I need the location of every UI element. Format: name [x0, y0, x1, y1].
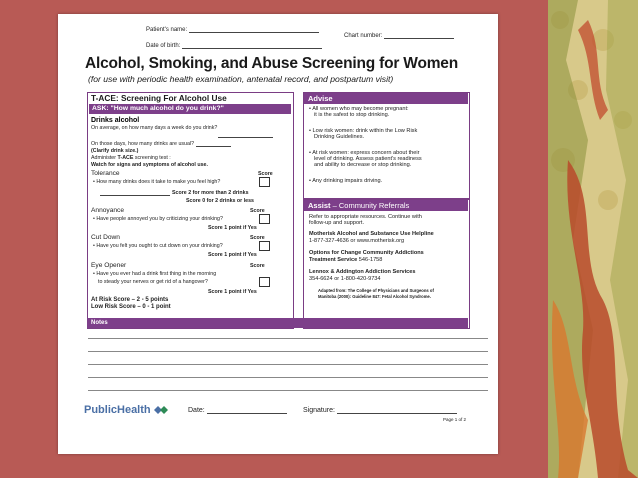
usual-question: On those days, how many drinks are usual?: [91, 141, 195, 147]
adapted-note-1: Adapted from: The College of Physicians and Surgeons of: [318, 288, 434, 293]
notes-line[interactable]: [88, 390, 488, 391]
days-question: On average, on how many days a week do you drink?: [91, 125, 218, 131]
cutdown-rule: Score 1 point if Yes: [208, 252, 257, 258]
administer-line: Administer T-ACE screening test :: [91, 155, 171, 161]
notes-line[interactable]: [88, 338, 488, 339]
watch-note: Watch for signs and symptoms of alcohol use.: [91, 162, 208, 168]
public-health-logo: PublicHealth: [84, 404, 168, 416]
patient-name-field[interactable]: [146, 27, 319, 33]
notes-line[interactable]: [88, 364, 488, 365]
patient-name-label: Patient's name:: [146, 27, 188, 33]
days-answer-line[interactable]: [218, 137, 273, 138]
cutdown-score-label: Score: [250, 235, 265, 241]
notes-band: Notes: [87, 318, 468, 328]
tolerance-answer-line[interactable]: [100, 195, 170, 196]
eye-opener-score-label: Score: [250, 263, 265, 269]
assist-refer-1: Refer to appropriate resources. Continue with: [309, 214, 422, 220]
annoyance-heading: Annoyance: [91, 207, 124, 214]
resource-lennox-contact: 354-6624 or 1-800-420-9734: [309, 276, 381, 282]
advise-item-line: • Any drinking impairs driving.: [309, 177, 383, 184]
resource-options-name-2: Treatment Service 546-1758: [309, 257, 383, 263]
advise-item-line: Drinking Guidelines.: [314, 134, 365, 141]
notes-line[interactable]: [88, 377, 488, 378]
annoyance-score-box[interactable]: [259, 214, 270, 224]
date-label: Date:: [188, 407, 205, 414]
signature-label: Signature:: [303, 407, 335, 414]
assist-title: Assist – Community Referrals: [304, 200, 468, 211]
tace-title: T-ACE: Screening For Alcohol Use: [91, 93, 227, 103]
eye-opener-heading: Eye Opener: [91, 262, 127, 269]
advise-item-line: it is the safest to stop drinking.: [314, 112, 390, 119]
assist-refer-2: follow-up and support.: [309, 220, 365, 226]
at-risk-score: At Risk Score – 2 - 5 points: [91, 297, 169, 303]
dob-label: Date of birth:: [146, 43, 181, 49]
resource-motherisk-contact: 1-877-327-4636 or www.motherisk.org: [309, 238, 405, 244]
page-title: Alcohol, Smoking, and Abuse Screening for Women: [85, 55, 458, 72]
tolerance-rule-2: Score 0 for 2 drinks or less: [186, 198, 255, 204]
tolerance-score-label: Score: [258, 171, 273, 177]
advise-item-line: • Low risk women: drink within the Low Risk: [309, 127, 418, 134]
page-number: Page 1 of 2: [443, 417, 467, 422]
eye-opener-score-box[interactable]: [259, 277, 270, 287]
tolerance-question: • How many drinks does it take to make you feel high?: [93, 179, 221, 185]
tolerance-heading: Tolerance: [91, 170, 120, 177]
tolerance-score-box[interactable]: [259, 177, 270, 187]
advise-item-line: and ability to decrease or stop drinking.: [314, 162, 412, 169]
logo-mark-icon: [154, 406, 168, 414]
page-subtitle: (for use with periodic health examination, antenatal record, and postpartum visit): [88, 74, 394, 84]
resource-options-name-1: Options for Change Community Addictions: [309, 250, 424, 256]
advise-title: Advise: [304, 93, 468, 104]
annoyance-rule: Score 1 point if Yes: [208, 225, 257, 231]
annoyance-score-label: Score: [250, 208, 265, 214]
date-field[interactable]: [188, 407, 287, 414]
advise-item-line: • At risk women: express concern about their: [309, 149, 420, 156]
eye-opener-question-1: • Have you ever had a drink first thing in the morning: [93, 271, 217, 277]
chart-number-label: Chart number:: [344, 33, 383, 39]
cutdown-heading: Cut Down: [91, 234, 120, 241]
usual-drinks-field[interactable]: [91, 141, 231, 147]
cutdown-question: • Have you felt you ought to cut down on your drinking?: [93, 243, 223, 249]
eye-opener-rule: Score 1 point if Yes: [208, 289, 257, 295]
resource-motherisk-name: Motherisk Alcohol and Substance Use Helpline: [309, 231, 434, 237]
ask-band: ASK: "How much alcohol do you drink?": [89, 104, 291, 114]
resource-lennox-name: Lennox & Addington Addiction Services: [309, 269, 416, 275]
advise-item-line: level of drinking. Assess patient's readiness: [314, 156, 422, 162]
cutdown-score-box[interactable]: [259, 241, 270, 251]
notes-line[interactable]: [88, 351, 488, 352]
drinks-heading: Drinks alcohol: [91, 117, 140, 124]
adapted-note-2: Manitoba (2000): Guideline 847: Fetal Alcohol Syndrome.: [318, 294, 431, 299]
screening-form: [58, 14, 498, 454]
low-risk-score: Low Risk Score – 0 - 1 point: [91, 304, 171, 310]
signature-field[interactable]: [303, 407, 457, 414]
clarify-note: (Clarify drink size.): [91, 148, 139, 154]
advise-item-line: • All women who may become pregnant:: [309, 106, 409, 112]
eye-opener-question-2: to steady your nerves or get rid of a hangover?: [98, 279, 208, 285]
annoyance-question: • Have people annoyed you by criticizing your drinking?: [93, 216, 223, 222]
chart-number-field[interactable]: [344, 33, 454, 39]
tolerance-rule-1: Score 2 for more than 2 drinks: [172, 190, 249, 196]
decorative-pattern: [548, 0, 638, 478]
dob-field[interactable]: [146, 43, 322, 49]
